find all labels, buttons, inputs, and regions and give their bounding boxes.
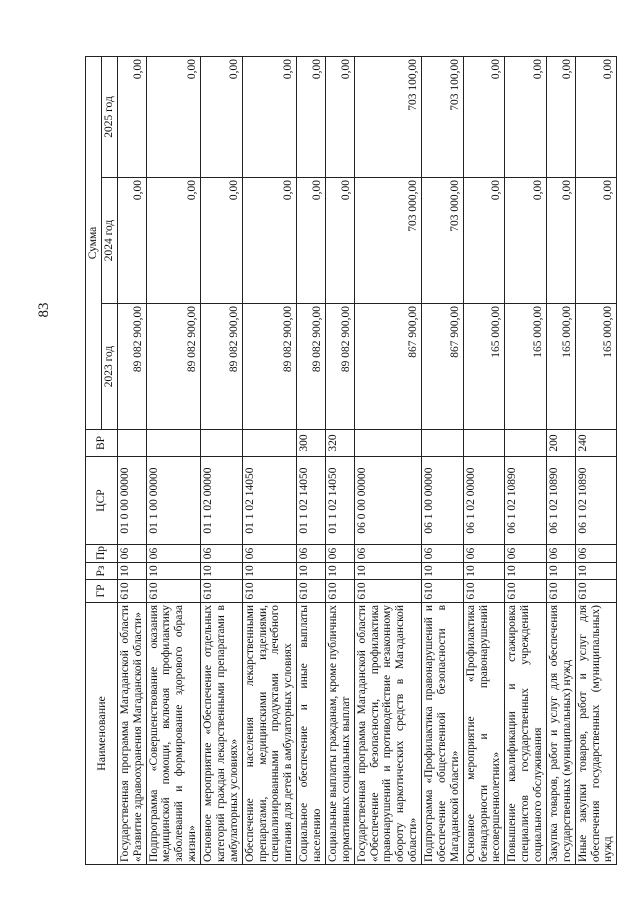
cell-vr	[463, 430, 505, 457]
cell-csr: 06 1 02 10890	[546, 457, 575, 545]
header-2024: 2024 год	[101, 178, 117, 304]
cell-pr: 06	[422, 545, 464, 563]
cell-vr: 200	[546, 430, 575, 457]
cell-2024: 0,00	[505, 178, 547, 304]
header-name: Наименование	[86, 603, 118, 865]
cell-csr: 06 1 02 10890	[505, 457, 547, 545]
cell-pr: 06	[325, 545, 354, 563]
cell-2025: 0,00	[463, 56, 505, 177]
cell-pr: 06	[297, 545, 326, 563]
cell-name: Повышение квалификации и стажировка специалистов государственных учреждений социального обслуживания	[505, 603, 547, 865]
budget-table-rotated	[85, 57, 615, 865]
cell-vr	[505, 430, 547, 457]
cell-name: Обеспечение населения лекарственными препаратами, медицинскими изделиями, специализированными продуктами лечебного питания для детей в амбулаторных условиях	[242, 603, 297, 865]
cell-pr: 06	[242, 545, 297, 563]
cell-2024: 0,00	[325, 178, 354, 304]
cell-pr: 06	[201, 545, 243, 563]
cell-pr: 06	[117, 545, 146, 563]
cell-2023: 89 082 900,00	[242, 304, 297, 430]
cell-2025: 0,00	[201, 56, 243, 177]
header-2025: 2025 год	[101, 56, 117, 177]
cell-vr	[422, 430, 464, 457]
cell-rz: 10	[354, 563, 421, 580]
cell-pr: 06	[463, 545, 505, 563]
cell-gr: 610	[505, 580, 547, 603]
cell-rz: 10	[117, 563, 146, 580]
cell-name: Основное мероприятие «Обеспечение отдельных категорий граждан лекарственными препаратами в амбулаторных условиях»	[201, 603, 243, 865]
cell-2024: 703 000,00	[354, 178, 421, 304]
cell-2023: 867 900,00	[422, 304, 464, 430]
cell-2023: 89 082 900,00	[201, 304, 243, 430]
cell-csr: 01 1 02 14050	[325, 457, 354, 545]
cell-pr: 06	[546, 545, 575, 563]
cell-csr: 01 1 02 14050	[297, 457, 326, 545]
cell-rz: 10	[575, 563, 617, 580]
cell-rz: 10	[546, 563, 575, 580]
cell-2024: 0,00	[297, 178, 326, 304]
table-row	[546, 56, 575, 864]
cell-2025: 0,00	[297, 56, 326, 177]
table-row	[575, 56, 617, 864]
table-row	[146, 56, 201, 864]
cell-csr: 01 1 02 00000	[201, 457, 243, 545]
cell-2025: 0,00	[117, 56, 146, 177]
cell-rz: 10	[146, 563, 201, 580]
cell-vr	[117, 430, 146, 457]
header-csr: ЦСР	[86, 457, 118, 545]
cell-vr	[354, 430, 421, 457]
cell-2025: 0,00	[575, 56, 617, 177]
cell-2024: 0,00	[463, 178, 505, 304]
cell-2023: 165 000,00	[463, 304, 505, 430]
cell-csr: 06 0 00 00000	[354, 457, 421, 545]
cell-pr: 06	[505, 545, 547, 563]
cell-name: Социальное обеспечение и иные выплаты населению	[297, 603, 326, 865]
page-number: 83	[36, 302, 52, 318]
cell-2023: 165 000,00	[575, 304, 617, 430]
cell-gr: 610	[325, 580, 354, 603]
cell-name: Государственная программа Магаданской области «Обеспечение безопасности, профилактика правонарушений и противодействие незаконному обороту наркотических средств в Магаданской области»	[354, 603, 421, 865]
header-pr: Пр	[86, 545, 118, 563]
cell-csr: 06 1 02 00000	[463, 457, 505, 545]
cell-2025: 0,00	[146, 56, 201, 177]
cell-name: Социальные выплаты гражданам, кроме публичных нормативных социальных выплат	[325, 603, 354, 865]
cell-gr: 610	[463, 580, 505, 603]
cell-2024: 0,00	[242, 178, 297, 304]
cell-name: Государственная программа Магаданской области «Развитие здравоохранения Магаданской области»	[117, 603, 146, 865]
cell-vr: 320	[325, 430, 354, 457]
cell-2025: 0,00	[546, 56, 575, 177]
cell-2025: 703 100,00	[354, 56, 421, 177]
cell-2025: 0,00	[242, 56, 297, 177]
cell-2023: 89 082 900,00	[297, 304, 326, 430]
cell-name: Закупка товаров, работ и услуг для обеспечения государственных (муниципальных) нужд	[546, 603, 575, 865]
cell-rz: 10	[297, 563, 326, 580]
budget-table	[85, 56, 617, 865]
table-row	[201, 56, 243, 864]
table-row	[117, 56, 146, 864]
header-vr: ВР	[86, 430, 118, 457]
cell-2025: 0,00	[505, 56, 547, 177]
table-row	[242, 56, 297, 864]
cell-2024: 0,00	[575, 178, 617, 304]
table-row	[422, 56, 464, 864]
table-row	[463, 56, 505, 864]
cell-vr	[201, 430, 243, 457]
cell-name: Иные закупки товаров, работ и услуг для обеспечения государственных (муниципальных) нужд	[575, 603, 617, 865]
cell-2023: 89 082 900,00	[325, 304, 354, 430]
cell-rz: 10	[422, 563, 464, 580]
cell-gr: 610	[354, 580, 421, 603]
cell-rz: 10	[201, 563, 243, 580]
cell-pr: 06	[575, 545, 617, 563]
cell-rz: 10	[325, 563, 354, 580]
cell-pr: 06	[146, 545, 201, 563]
cell-pr: 06	[354, 545, 421, 563]
cell-name: Подпрограмма «Совершенствование оказания медицинской помощи, включая профилактику заболеваний и формирование здорового образа жизни»	[146, 603, 201, 865]
header-2023: 2023 год	[101, 304, 117, 430]
cell-2023: 165 000,00	[546, 304, 575, 430]
cell-2023: 89 082 900,00	[117, 304, 146, 430]
table-row	[325, 56, 354, 864]
cell-csr: 06 1 00 00000	[422, 457, 464, 545]
cell-rz: 10	[242, 563, 297, 580]
cell-2023: 165 000,00	[505, 304, 547, 430]
cell-gr: 610	[546, 580, 575, 603]
cell-gr: 610	[146, 580, 201, 603]
cell-gr: 610	[422, 580, 464, 603]
table-row	[505, 56, 547, 864]
cell-2025: 703 100,00	[422, 56, 464, 177]
cell-vr	[146, 430, 201, 457]
header-sum: Сумма	[86, 56, 102, 429]
cell-name: Подпрограмма «Профилактика правонарушений и обеспечение общественной безопасности в Магаданской области»	[422, 603, 464, 865]
cell-2024: 0,00	[117, 178, 146, 304]
table-body	[117, 56, 617, 864]
cell-csr: 01 1 00 00000	[146, 457, 201, 545]
cell-gr: 610	[242, 580, 297, 603]
cell-gr: 610	[297, 580, 326, 603]
cell-2024: 0,00	[146, 178, 201, 304]
cell-vr: 300	[297, 430, 326, 457]
table-row	[297, 56, 326, 864]
header-gr: ГР	[86, 580, 118, 603]
cell-csr: 06 1 02 10890	[575, 457, 617, 545]
cell-rz: 10	[505, 563, 547, 580]
cell-2024: 0,00	[201, 178, 243, 304]
cell-2023: 89 082 900,00	[146, 304, 201, 430]
cell-2025: 0,00	[325, 56, 354, 177]
cell-2024: 703 000,00	[422, 178, 464, 304]
table-row	[354, 56, 421, 864]
cell-vr: 240	[575, 430, 617, 457]
cell-vr	[242, 430, 297, 457]
budget-table-container	[85, 57, 615, 865]
cell-gr: 610	[201, 580, 243, 603]
cell-csr: 01 1 02 14050	[242, 457, 297, 545]
cell-rz: 10	[463, 563, 505, 580]
header-row-1	[86, 56, 102, 864]
cell-gr: 610	[575, 580, 617, 603]
cell-csr: 01 0 00 00000	[117, 457, 146, 545]
header-rz: Рз	[86, 563, 118, 580]
cell-2023: 867 900,00	[354, 304, 421, 430]
cell-name: Основное мероприятие «Профилактика безнадзорности и правонарушений несовершеннолетних»	[463, 603, 505, 865]
cell-2024: 0,00	[546, 178, 575, 304]
cell-gr: 610	[117, 580, 146, 603]
